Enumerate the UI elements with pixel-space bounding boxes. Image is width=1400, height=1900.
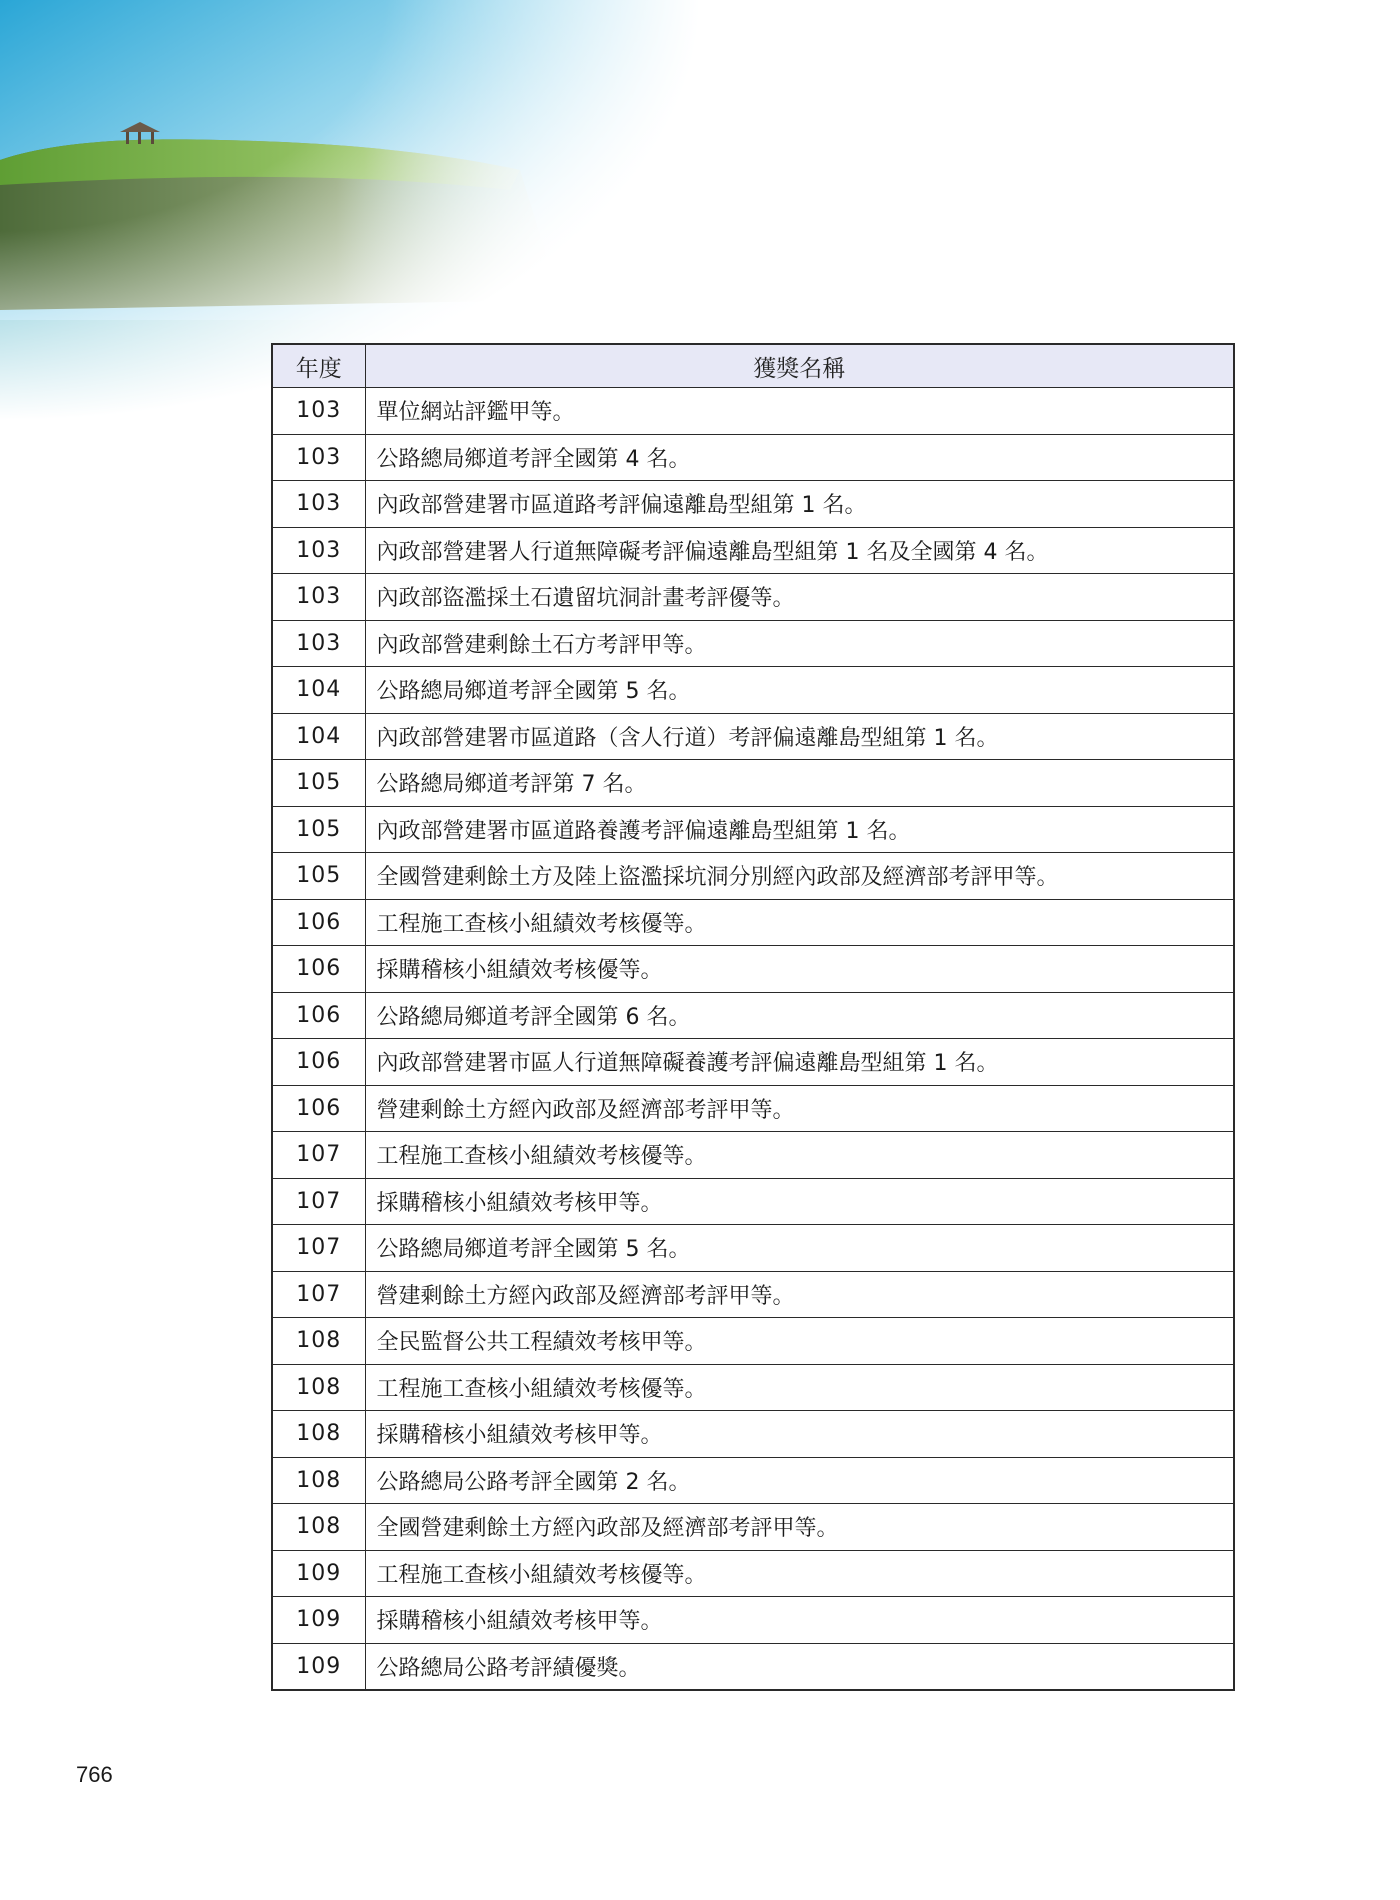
award-cell: 內政部營建署市區道路養護考評偏遠離島型組第 1 名。 xyxy=(365,806,1234,853)
table-row xyxy=(272,388,1234,435)
table-row xyxy=(272,1550,1234,1597)
award-cell: 公路總局公路考評全國第 2 名。 xyxy=(365,1457,1234,1504)
table-row xyxy=(272,434,1234,481)
table-row xyxy=(272,760,1234,807)
year-cell: 107 xyxy=(272,1132,365,1179)
award-cell: 工程施工查核小組績效考核優等。 xyxy=(365,899,1234,946)
year-cell: 103 xyxy=(272,527,365,574)
award-cell: 內政部盜濫採土石遺留坑洞計畫考評優等。 xyxy=(365,574,1234,621)
table-body xyxy=(272,388,1234,1691)
year-cell: 104 xyxy=(272,713,365,760)
year-cell: 108 xyxy=(272,1318,365,1365)
table-row xyxy=(272,806,1234,853)
year-cell: 107 xyxy=(272,1271,365,1318)
award-cell: 營建剩餘土方經內政部及經濟部考評甲等。 xyxy=(365,1271,1234,1318)
year-cell: 106 xyxy=(272,1039,365,1086)
table-row xyxy=(272,620,1234,667)
year-cell: 105 xyxy=(272,760,365,807)
year-cell: 105 xyxy=(272,806,365,853)
table-row xyxy=(272,1085,1234,1132)
year-cell: 103 xyxy=(272,434,365,481)
award-cell: 公路總局鄉道考評全國第 6 名。 xyxy=(365,992,1234,1039)
award-cell: 單位網站評鑑甲等。 xyxy=(365,388,1234,435)
table-row xyxy=(272,1225,1234,1272)
year-cell: 108 xyxy=(272,1364,365,1411)
year-cell: 107 xyxy=(272,1225,365,1272)
award-cell: 內政部營建剩餘土石方考評甲等。 xyxy=(365,620,1234,667)
table-row xyxy=(272,1178,1234,1225)
award-cell: 營建剩餘土方經內政部及經濟部考評甲等。 xyxy=(365,1085,1234,1132)
year-cell: 103 xyxy=(272,481,365,528)
year-cell: 103 xyxy=(272,574,365,621)
year-cell: 109 xyxy=(272,1550,365,1597)
table-row xyxy=(272,574,1234,621)
award-cell: 公路總局公路考評績優獎。 xyxy=(365,1643,1234,1690)
table-row xyxy=(272,481,1234,528)
award-cell: 全國營建剩餘土方經內政部及經濟部考評甲等。 xyxy=(365,1504,1234,1551)
year-column-header: 年度 xyxy=(272,344,365,388)
table-row xyxy=(272,1039,1234,1086)
award-cell: 公路總局鄉道考評全國第 5 名。 xyxy=(365,667,1234,714)
award-cell: 公路總局鄉道考評第 7 名。 xyxy=(365,760,1234,807)
table-row xyxy=(272,1411,1234,1458)
award-cell: 採購稽核小組績效考核甲等。 xyxy=(365,1597,1234,1644)
table-row xyxy=(272,1504,1234,1551)
award-cell: 全國營建剩餘土方及陸上盜濫採坑洞分別經內政部及經濟部考評甲等。 xyxy=(365,853,1234,900)
table-row xyxy=(272,992,1234,1039)
table-row xyxy=(272,1132,1234,1179)
award-cell: 內政部營建署人行道無障礙考評偏遠離島型組第 1 名及全國第 4 名。 xyxy=(365,527,1234,574)
table-row xyxy=(272,1597,1234,1644)
year-cell: 105 xyxy=(272,853,365,900)
table-row xyxy=(272,713,1234,760)
award-column-header: 獲獎名稱 xyxy=(365,344,1234,388)
year-cell: 108 xyxy=(272,1411,365,1458)
year-cell: 109 xyxy=(272,1597,365,1644)
award-cell: 公路總局鄉道考評全國第 4 名。 xyxy=(365,434,1234,481)
award-cell: 採購稽核小組績效考核優等。 xyxy=(365,946,1234,993)
year-cell: 103 xyxy=(272,620,365,667)
year-cell: 109 xyxy=(272,1643,365,1690)
awards-table xyxy=(271,343,1235,1691)
table-row xyxy=(272,667,1234,714)
year-cell: 103 xyxy=(272,388,365,435)
table-row xyxy=(272,527,1234,574)
table-row xyxy=(272,1457,1234,1504)
award-cell: 內政部營建署市區道路考評偏遠離島型組第 1 名。 xyxy=(365,481,1234,528)
table-row xyxy=(272,1643,1234,1690)
year-cell: 106 xyxy=(272,899,365,946)
award-cell: 工程施工查核小組績效考核優等。 xyxy=(365,1132,1234,1179)
year-cell: 106 xyxy=(272,946,365,993)
award-cell: 採購稽核小組績效考核甲等。 xyxy=(365,1178,1234,1225)
year-cell: 108 xyxy=(272,1457,365,1504)
page-number: 766 xyxy=(76,1762,113,1787)
year-cell: 108 xyxy=(272,1504,365,1551)
table-header-row xyxy=(272,344,1234,388)
year-cell: 104 xyxy=(272,667,365,714)
year-cell: 106 xyxy=(272,992,365,1039)
table-row xyxy=(272,1318,1234,1365)
award-cell: 工程施工查核小組績效考核優等。 xyxy=(365,1550,1234,1597)
award-cell: 內政部營建署市區道路（含人行道）考評偏遠離島型組第 1 名。 xyxy=(365,713,1234,760)
table-row xyxy=(272,1364,1234,1411)
year-cell: 106 xyxy=(272,1085,365,1132)
award-cell: 採購稽核小組績效考核甲等。 xyxy=(365,1411,1234,1458)
table-row xyxy=(272,853,1234,900)
award-cell: 內政部營建署市區人行道無障礙養護考評偏遠離島型組第 1 名。 xyxy=(365,1039,1234,1086)
award-cell: 工程施工查核小組績效考核優等。 xyxy=(365,1364,1234,1411)
table-row xyxy=(272,899,1234,946)
table-row xyxy=(272,946,1234,993)
award-cell: 公路總局鄉道考評全國第 5 名。 xyxy=(365,1225,1234,1272)
award-cell: 全民監督公共工程績效考核甲等。 xyxy=(365,1318,1234,1365)
table-row xyxy=(272,1271,1234,1318)
year-cell: 107 xyxy=(272,1178,365,1225)
